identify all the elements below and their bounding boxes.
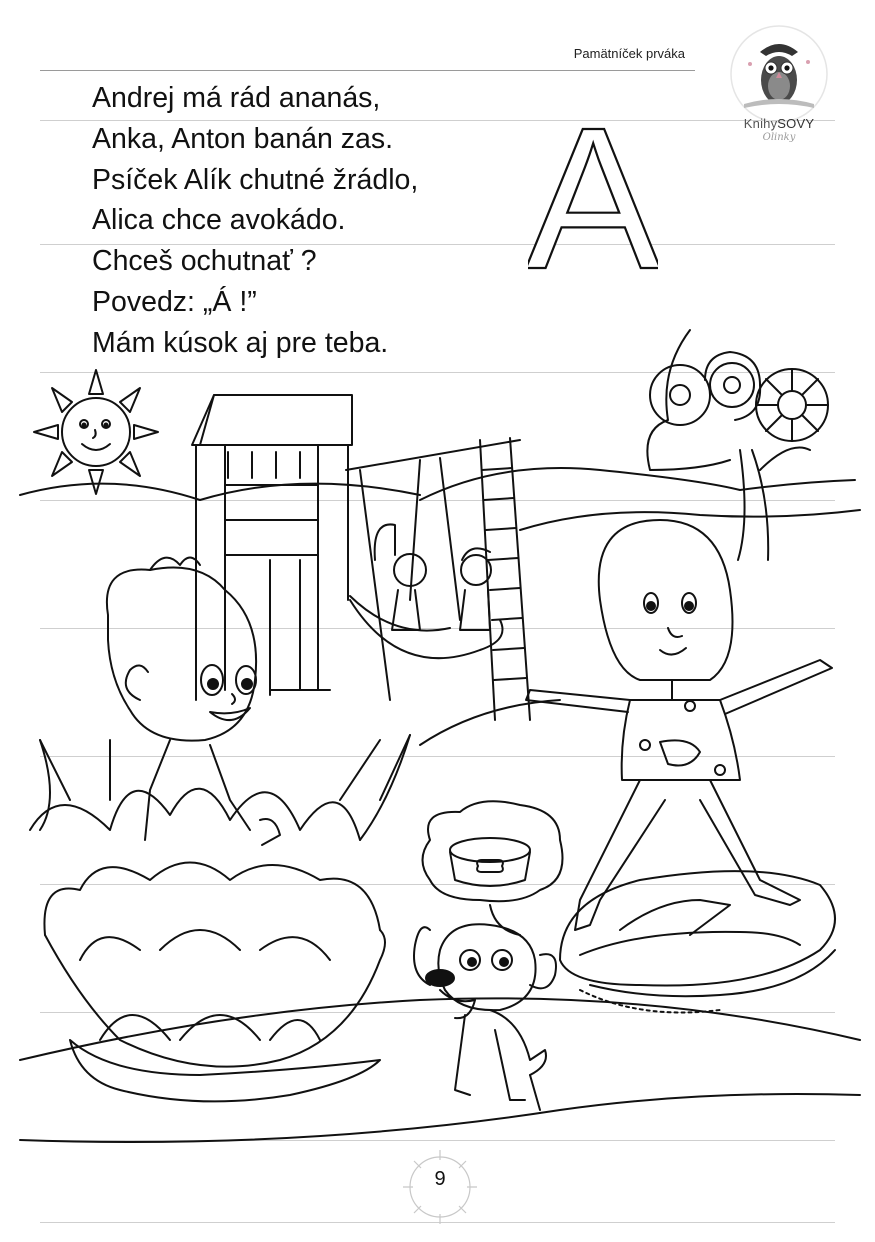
tree (647, 330, 828, 560)
dog-icon (414, 924, 556, 1110)
ground-line-front (20, 1094, 860, 1142)
poem-line: Psíček Alík chutné žrádlo, (92, 163, 419, 196)
poem-line: Alica chce avokádo. (92, 204, 346, 237)
girl (526, 520, 832, 930)
swing (346, 440, 520, 700)
logo-brand: KnihySOVY (743, 116, 815, 131)
hill-back (520, 510, 860, 530)
hill-right (420, 468, 855, 500)
header-title: Pamätníček prváka (573, 46, 685, 61)
page-number: 9 (434, 1168, 446, 1190)
logo-subtitle: Olinky (762, 132, 796, 143)
poem-line: Mám kúsok aj pre teba. (92, 326, 389, 359)
poem-line: Anka, Anton banán zas. (92, 122, 394, 155)
letter-a-path (560, 871, 835, 996)
swing-kids (375, 524, 491, 630)
poem-line: Chceš ochutnať ? (92, 245, 317, 278)
dog-bowl (423, 801, 563, 935)
svg-text:A: A (528, 118, 658, 274)
poem-line: Povedz: „Á !” (92, 285, 257, 318)
hill-left (20, 484, 420, 500)
poem-line: Andrej má rád ananás, (92, 82, 381, 114)
sun-icon (34, 370, 158, 494)
path-edge (420, 700, 560, 745)
playground-tower (192, 395, 352, 700)
